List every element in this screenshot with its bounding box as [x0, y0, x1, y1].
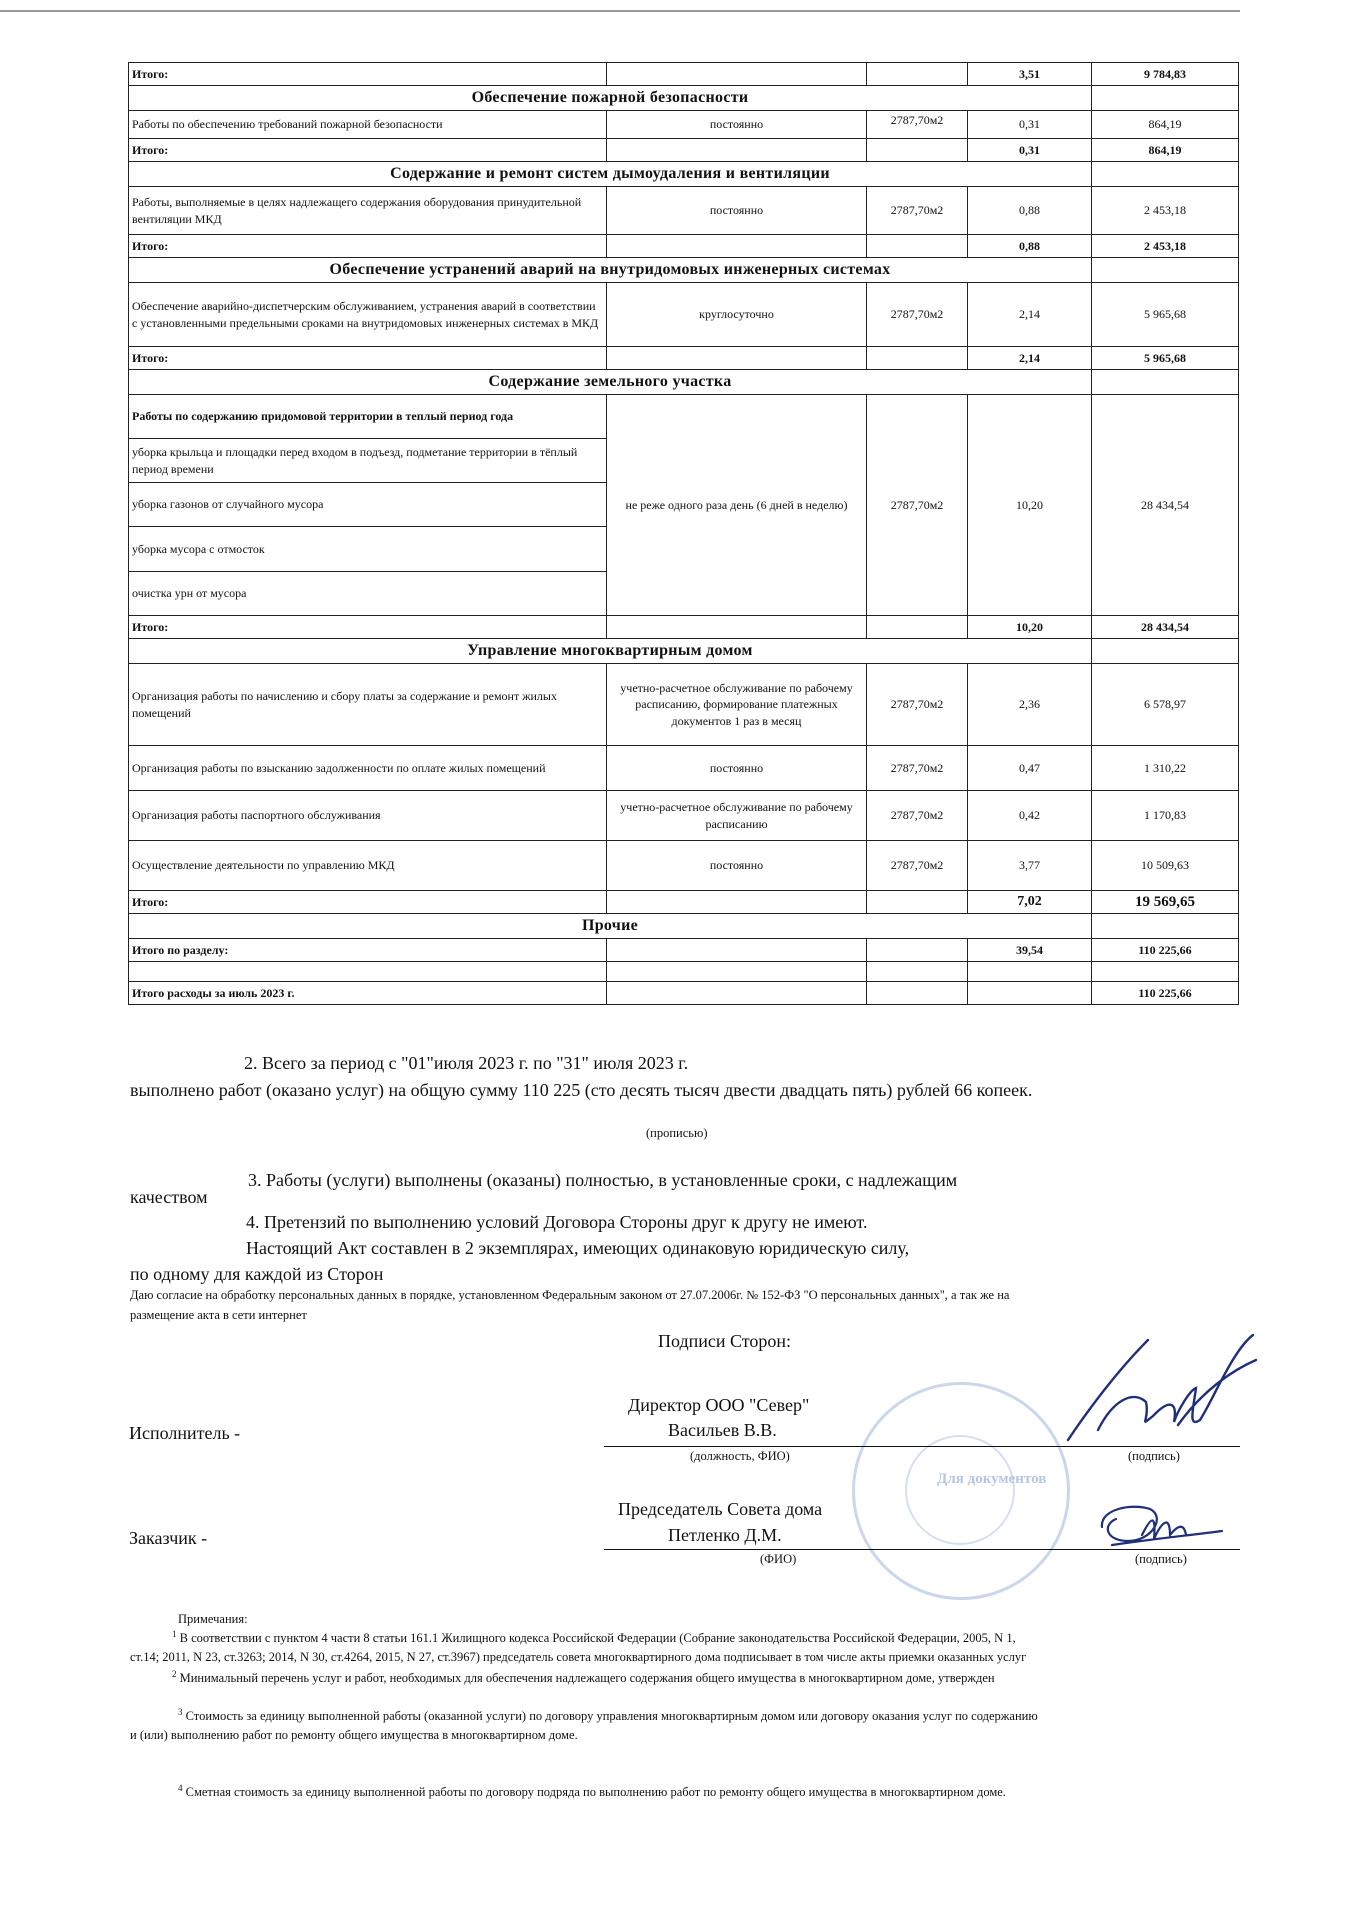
work-name: уборка мусора с отмосток	[129, 527, 607, 572]
table-row	[129, 111, 1239, 139]
work-frequency: не реже одного раза день (6 дней в неделю)	[607, 395, 867, 616]
work-area: 2787,70м2	[867, 395, 968, 616]
total-row	[129, 347, 1239, 370]
section-title: Прочие	[129, 914, 1092, 939]
executor-name: Васильев В.В.	[668, 1420, 777, 1440]
note-4-mark: 4	[178, 1783, 183, 1793]
work-area: 2787,70м2	[867, 111, 968, 139]
total-row	[129, 891, 1239, 914]
total-label: Итого:	[129, 139, 607, 162]
work-rate: 0,31	[968, 111, 1092, 139]
executor-position: Директор ООО "Север"	[628, 1395, 810, 1415]
note-1-line-1: В соответствии с пунктом 4 части 8 статьи 161.1 Жилищного кодекса Российской Федерации (Собрание законодательства Российской Федерации, 2005, N 1,	[179, 1631, 1016, 1646]
section-title: Управление многоквартирным домом	[129, 639, 1092, 664]
note-1	[172, 1628, 1242, 1648]
note-4-text: Сметная стоимость за единицу выполненной работы по договору подряда по выполнению работ по ремонту общего имущества в многоквартирном доме.	[185, 1785, 1006, 1800]
work-frequency: постоянно	[607, 746, 867, 791]
grand-total-label: Итого расходы за июль 2023 г.	[129, 982, 607, 1005]
section-total-sum: 110 225,66	[1092, 939, 1239, 962]
work-name: Осуществление деятельности по управлению МКД	[129, 841, 607, 891]
executor-caption: (должность, ФИО)	[690, 1449, 790, 1463]
note-3-line-2: и (или) выполнению работ по ремонту общего имущества в многоквартирном доме.	[130, 1728, 578, 1742]
total-row	[129, 235, 1239, 258]
signatures-title: Подписи Сторон:	[658, 1331, 792, 1351]
paragraph-3-line-1: 3. Работы (услуги) выполнены (оказаны) полностью, в установленные сроки, с надлежащим	[248, 1170, 958, 1190]
work-area: 2787,70м2	[867, 187, 968, 235]
note-1-mark: 1	[172, 1629, 177, 1639]
table-row	[129, 283, 1239, 347]
work-area: 2787,70м2	[867, 746, 968, 791]
stamp-text: Для документов	[937, 1471, 1047, 1487]
note-2-text: Минимальный перечень услуг и работ, необходимых для обеспечения надлежащего содержания общего имущества в многоквартирном доме, утвержден	[179, 1671, 995, 1686]
work-frequency: постоянно	[607, 841, 867, 891]
executor-label: Исполнитель -	[129, 1423, 241, 1443]
total-rate: 3,51	[968, 63, 1092, 86]
work-rate: 0,42	[968, 791, 1092, 841]
work-name: уборка газонов от случайного мусора	[129, 483, 607, 527]
work-area: 2787,70м2	[867, 283, 968, 347]
work-rate: 3,77	[968, 841, 1092, 891]
paragraph-2-line-2: выполнено работ (оказано услуг) на общую сумму 110 225 (сто десять тысяч двести двадцать пять) рублей 66 копеек.	[130, 1080, 1033, 1100]
note-3-mark: 3	[178, 1707, 183, 1717]
total-label: Итого:	[129, 616, 607, 639]
note-1-line-2: ст.14; 2011, N 23, ст.3263; 2014, N 30, ст.4264, 2015, N 27, ст.3967) председатель совета многоквартирного дома подписывает в том числе акты приемки оказанных услуг	[130, 1650, 1027, 1664]
section-total-label: Итого по разделу:	[129, 939, 607, 962]
work-sum: 6 578,97	[1092, 664, 1239, 746]
total-row	[129, 139, 1239, 162]
work-area: 2787,70м2	[867, 841, 968, 891]
section-header	[129, 914, 1239, 939]
work-frequency: постоянно	[607, 187, 867, 235]
table-row	[129, 746, 1239, 791]
work-name: Работы по обеспечению требований пожарной безопасности	[129, 111, 607, 139]
note-3	[178, 1706, 1242, 1726]
customer-name: Петленко Д.М.	[668, 1525, 782, 1545]
section-header	[129, 258, 1239, 283]
customer-caption: (ФИО)	[760, 1552, 797, 1566]
paragraph-4: 4. Претензий по выполнению условий Договора Стороны друг к другу не имеют.	[246, 1212, 868, 1232]
section-total-rate: 39,54	[968, 939, 1092, 962]
executor-signature	[1028, 1330, 1268, 1460]
total-label: Итого:	[129, 235, 607, 258]
total-rate: 7,02	[968, 891, 1092, 914]
total-sum: 9 784,83	[1092, 63, 1239, 86]
total-sum: 864,19	[1092, 139, 1239, 162]
notes-title: Примечания:	[178, 1612, 248, 1626]
work-sum: 5 965,68	[1092, 283, 1239, 347]
section-header	[129, 162, 1239, 187]
paragraph-5-line-2: по одному для каждой из Сторон	[130, 1264, 384, 1284]
work-frequency: круглосуточно	[607, 283, 867, 347]
work-rate: 2,14	[968, 283, 1092, 347]
work-name: уборка крыльца и площадки перед входом в подъезд, подметание территории в тёплый период времени	[129, 439, 607, 483]
paragraph-3-line-2: качеством	[130, 1187, 208, 1207]
work-sum: 1 170,83	[1092, 791, 1239, 841]
section-title: Обеспечение устранений аварий на внутридомовых инженерных системах	[129, 258, 1092, 283]
note-4	[178, 1782, 1242, 1802]
section-total-row	[129, 939, 1239, 962]
work-name: Организация работы по начислению и сбору платы за содержание и ремонт жилых помещений	[129, 664, 607, 746]
customer-label: Заказчик -	[129, 1528, 208, 1548]
table-row	[129, 395, 1239, 439]
act-table	[128, 62, 1239, 1005]
section-header	[129, 639, 1239, 664]
table-row	[129, 791, 1239, 841]
work-frequency: учетно-расчетное обслуживание по рабочему расписанию	[607, 791, 867, 841]
consent-line-2: размещение акта в сети интернет	[130, 1308, 307, 1322]
table-row	[129, 841, 1239, 891]
total-row	[129, 63, 1239, 86]
work-sum: 10 509,63	[1092, 841, 1239, 891]
total-label: Итого:	[129, 347, 607, 370]
work-sum: 2 453,18	[1092, 187, 1239, 235]
customer-sign-caption: (подпись)	[1135, 1552, 1187, 1566]
work-rate: 0,88	[968, 187, 1092, 235]
work-frequency: учетно-расчетное обслуживание по рабочему расписанию, формирование платежных документов 1 раз в месяц	[607, 664, 867, 746]
section-header	[129, 370, 1239, 395]
total-sum: 2 453,18	[1092, 235, 1239, 258]
work-area: 2787,70м2	[867, 791, 968, 841]
table-row	[129, 664, 1239, 746]
note-2	[172, 1668, 1242, 1688]
work-name: Организация работы по взысканию задолженности по оплате жилых помещений	[129, 746, 607, 791]
work-name: очистка урн от мусора	[129, 572, 607, 616]
table-row	[129, 187, 1239, 235]
note-3-line-1: Стоимость за единицу выполненной работы (оказанной услуги) по договору управления многоквартирным домом или договору оказания услуг по содержанию	[185, 1709, 1038, 1724]
work-rate: 2,36	[968, 664, 1092, 746]
work-frequency: постоянно	[607, 111, 867, 139]
work-name: Организация работы паспортного обслуживания	[129, 791, 607, 841]
section-title: Содержание и ремонт систем дымоудаления и вентиляции	[129, 162, 1092, 187]
paragraph-2-line-1: 2. Всего за период с "01"июля 2023 г. по "31" июля 2023 г.	[244, 1053, 689, 1073]
total-rate: 0,88	[968, 235, 1092, 258]
work-group-name: Работы по содержанию придомовой территории в теплый период года	[129, 395, 607, 439]
customer-signature	[1092, 1495, 1232, 1555]
propisyu-caption: (прописью)	[646, 1126, 708, 1140]
section-title: Обеспечение пожарной безопасности	[129, 86, 1092, 111]
total-rate: 10,20	[968, 616, 1092, 639]
section-title: Содержание земельного участка	[129, 370, 1092, 395]
customer-position: Председатель Совета дома	[618, 1499, 823, 1519]
note-2-mark: 2	[172, 1669, 177, 1679]
work-rate: 10,20	[968, 395, 1092, 616]
work-sum: 864,19	[1092, 111, 1239, 139]
total-sum: 5 965,68	[1092, 347, 1239, 370]
work-name: Обеспечение аварийно-диспетчерским обслуживанием, устранения аварий в соответствии с установленными предельными сроками на внутридомовых инженерных системах в МКД	[129, 283, 607, 347]
scan-top-edge	[0, 10, 1240, 12]
grand-total-row	[129, 982, 1239, 1005]
paragraph-5-line-1: Настоящий Акт составлен в 2 экземплярах, имеющих одинаковую юридическую силу,	[246, 1238, 910, 1258]
consent-line-1: Даю согласие на обработку персональных данных в порядке, установленном Федеральным законом от 27.07.2006г. № 152-ФЗ "О персональных данных", а так же на	[130, 1288, 1010, 1302]
total-sum: 28 434,54	[1092, 616, 1239, 639]
grand-total-sum: 110 225,66	[1092, 982, 1239, 1005]
empty-row	[129, 962, 1239, 982]
work-sum: 28 434,54	[1092, 395, 1239, 616]
total-rate: 0,31	[968, 139, 1092, 162]
total-label: Итого:	[129, 891, 607, 914]
total-sum: 19 569,65	[1092, 891, 1239, 914]
work-sum: 1 310,22	[1092, 746, 1239, 791]
section-header	[129, 86, 1239, 111]
total-row	[129, 616, 1239, 639]
work-area: 2787,70м2	[867, 664, 968, 746]
executor-sign-caption: (подпись)	[1128, 1449, 1180, 1463]
work-name: Работы, выполняемые в целях надлежащего содержания оборудования принудительной вентиляции МКД	[129, 187, 607, 235]
total-rate: 2,14	[968, 347, 1092, 370]
work-rate: 0,47	[968, 746, 1092, 791]
total-label: Итого:	[129, 63, 607, 86]
